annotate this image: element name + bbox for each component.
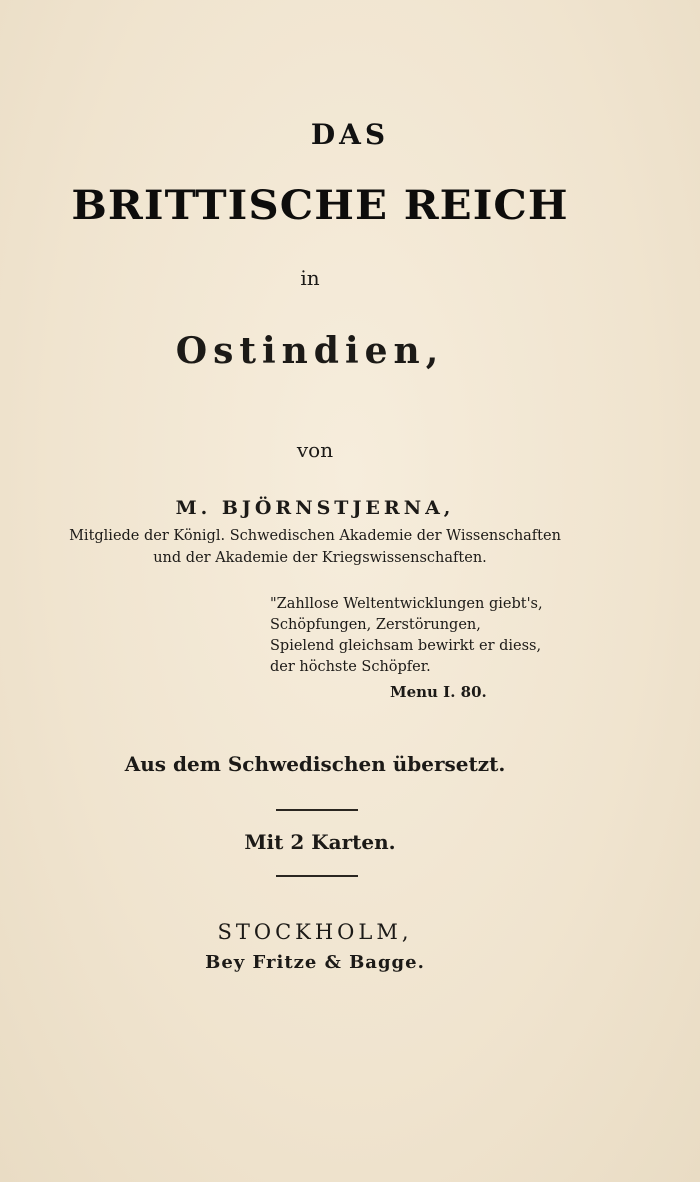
title-line-brittische-reich: BRITTISCHE REICH [71,182,569,229]
translation-note: Aus dem Schwedischen übersetzt. [124,752,506,776]
by-line: von [296,438,334,462]
epigraph-source: Menu I. 80. [390,683,487,701]
epigraph-line: Spielend gleichsam bewirkt er diess, [270,638,542,654]
author-affiliation-2: und der Akademie der Kriegswissenschaften. [153,550,487,566]
epigraph-line: Schöpfungen, Zerstörungen, [270,617,481,633]
title-line-das: DAS [310,118,390,151]
divider-rule-bottom [276,875,358,877]
epigraph-line: der höchste Schöpfer. [270,659,431,675]
publication-place: STOCKHOLM, [217,920,413,944]
divider-rule-top [276,809,358,811]
epigraph-line: "Zahllose Weltentwicklungen giebt's, [270,596,543,612]
title-line-in: in [300,266,320,290]
epigraph [270,594,543,678]
author-affiliation-1: Mitgliede der Königl. Schwedischen Akademie der Wissenschaften [69,528,561,544]
author-name: M. BJÖRNSTJERNA, [175,497,455,519]
maps-note: Mit 2 Karten. [244,830,396,854]
publisher: Bey Fritze & Bagge. [205,952,425,973]
title-line-ostindien: Ostindien, [175,330,445,372]
